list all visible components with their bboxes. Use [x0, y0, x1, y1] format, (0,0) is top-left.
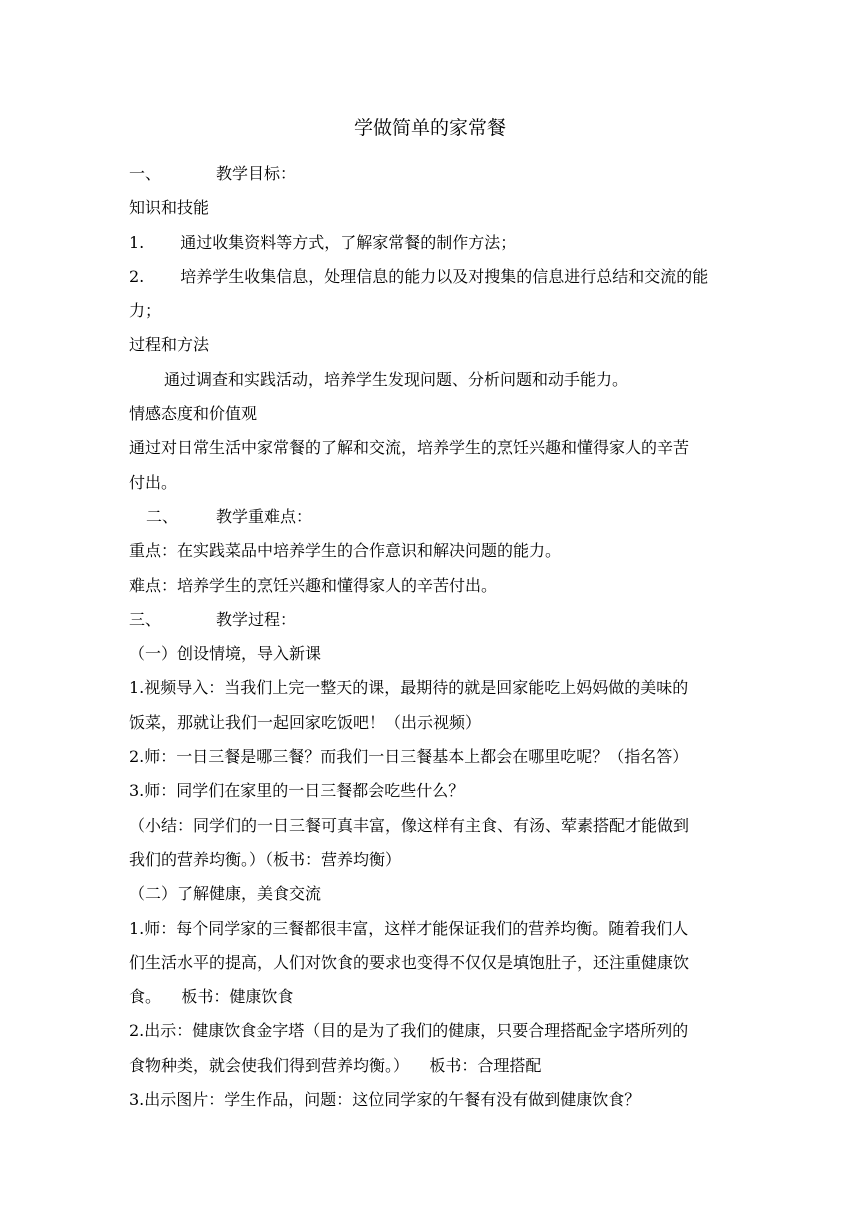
paragraph-line: 3.出示图片：学生作品，问题：这位同学家的午餐有没有做到健康饮食？: [129, 1090, 641, 1110]
item-text: 培养学生收集信息，处理信息的能力以及对搜集的信息进行总结和交流的能: [180, 266, 709, 286]
subheading-process-method: 过程和方法: [129, 335, 210, 355]
subsection-heading: （二）了解健康，美食交流: [129, 884, 322, 904]
section-heading-text: 教学重难点：: [216, 506, 313, 526]
section-heading-text: 教学目标：: [216, 164, 297, 183]
paragraph-line: 通过调查和实践活动，培养学生发现问题、分析问题和动手能力。: [164, 369, 629, 389]
section-number: 三、: [129, 609, 162, 629]
paragraph-line: 重点：在实践菜品中培养学生的合作意识和解决问题的能力。: [129, 541, 562, 561]
paragraph-line: 2.出示：健康饮食金字塔（目的是为了我们的健康，只要合理搭配金字塔所列的: [129, 1021, 689, 1041]
paragraph-line: 1.视频导入：当我们上完一整天的课，最期待的就是回家能吃上妈妈做的美味的: [129, 678, 689, 698]
paragraph-line: 力；: [129, 301, 162, 321]
section-number: 二、: [146, 506, 179, 526]
item-text: 通过收集资料等方式，了解家常餐的制作方法；: [180, 232, 517, 252]
section-heading-text: 教学过程：: [216, 609, 297, 629]
paragraph-line: 难点：培养学生的烹饪兴趣和懂得家人的辛苦付出。: [129, 575, 498, 595]
paragraph-line: 们生活水平的提高，人们对饮食的要求也变得不仅仅是填饱肚子，还注重健康饮: [129, 952, 690, 972]
numbered-item: [129, 226, 733, 260]
section-heading-key-points: [129, 500, 733, 534]
section-number: 一、: [129, 164, 162, 183]
paragraph-line: 通过对日常生活中家常餐的了解和交流，培养学生的烹饪兴趣和懂得家人的辛苦: [129, 438, 690, 458]
paragraph-line: 1.师：每个同学家的三餐都很丰富，这样才能保证我们的营养均衡。随着我们人: [129, 918, 689, 938]
paragraph-line: 3.师：同学们在家里的一日三餐都会吃些什么？: [129, 781, 465, 801]
paragraph-line: 食物种类，就会使我们得到营养均衡。） 板书：合理搭配: [129, 1055, 542, 1075]
paragraph-line: 我们的营养均衡。）（板书：营养均衡）: [129, 849, 402, 869]
paragraph-line: 食。 板书：健康饮食: [129, 987, 294, 1007]
subheading-attitude-values: 情感态度和价值观: [129, 404, 258, 424]
paragraph-line: 付出。: [129, 472, 178, 492]
item-number: 2.: [129, 266, 145, 286]
item-number: 1.: [129, 232, 145, 252]
paragraph-line: （小结：同学们的一日三餐可真丰富，像这样有主食、有汤、荤素搭配才能做到: [129, 815, 690, 835]
section-heading-process: [129, 603, 733, 637]
numbered-item: [129, 260, 733, 294]
paragraph-line: 2.师：一日三餐是哪三餐？而我们一日三餐基本上都会在哪里吃呢？（指名答）: [129, 747, 689, 767]
section-heading-objectives: [129, 157, 733, 191]
document-body: [129, 157, 733, 1117]
paragraph-line: 饭菜，那就让我们一起回家吃饭吧！（出示视频）: [129, 712, 482, 732]
subheading-knowledge-skills: 知识和技能: [129, 198, 210, 218]
document-title: 学做简单的家常餐: [353, 117, 506, 139]
subsection-heading: （一）创设情境，导入新课: [129, 644, 322, 664]
